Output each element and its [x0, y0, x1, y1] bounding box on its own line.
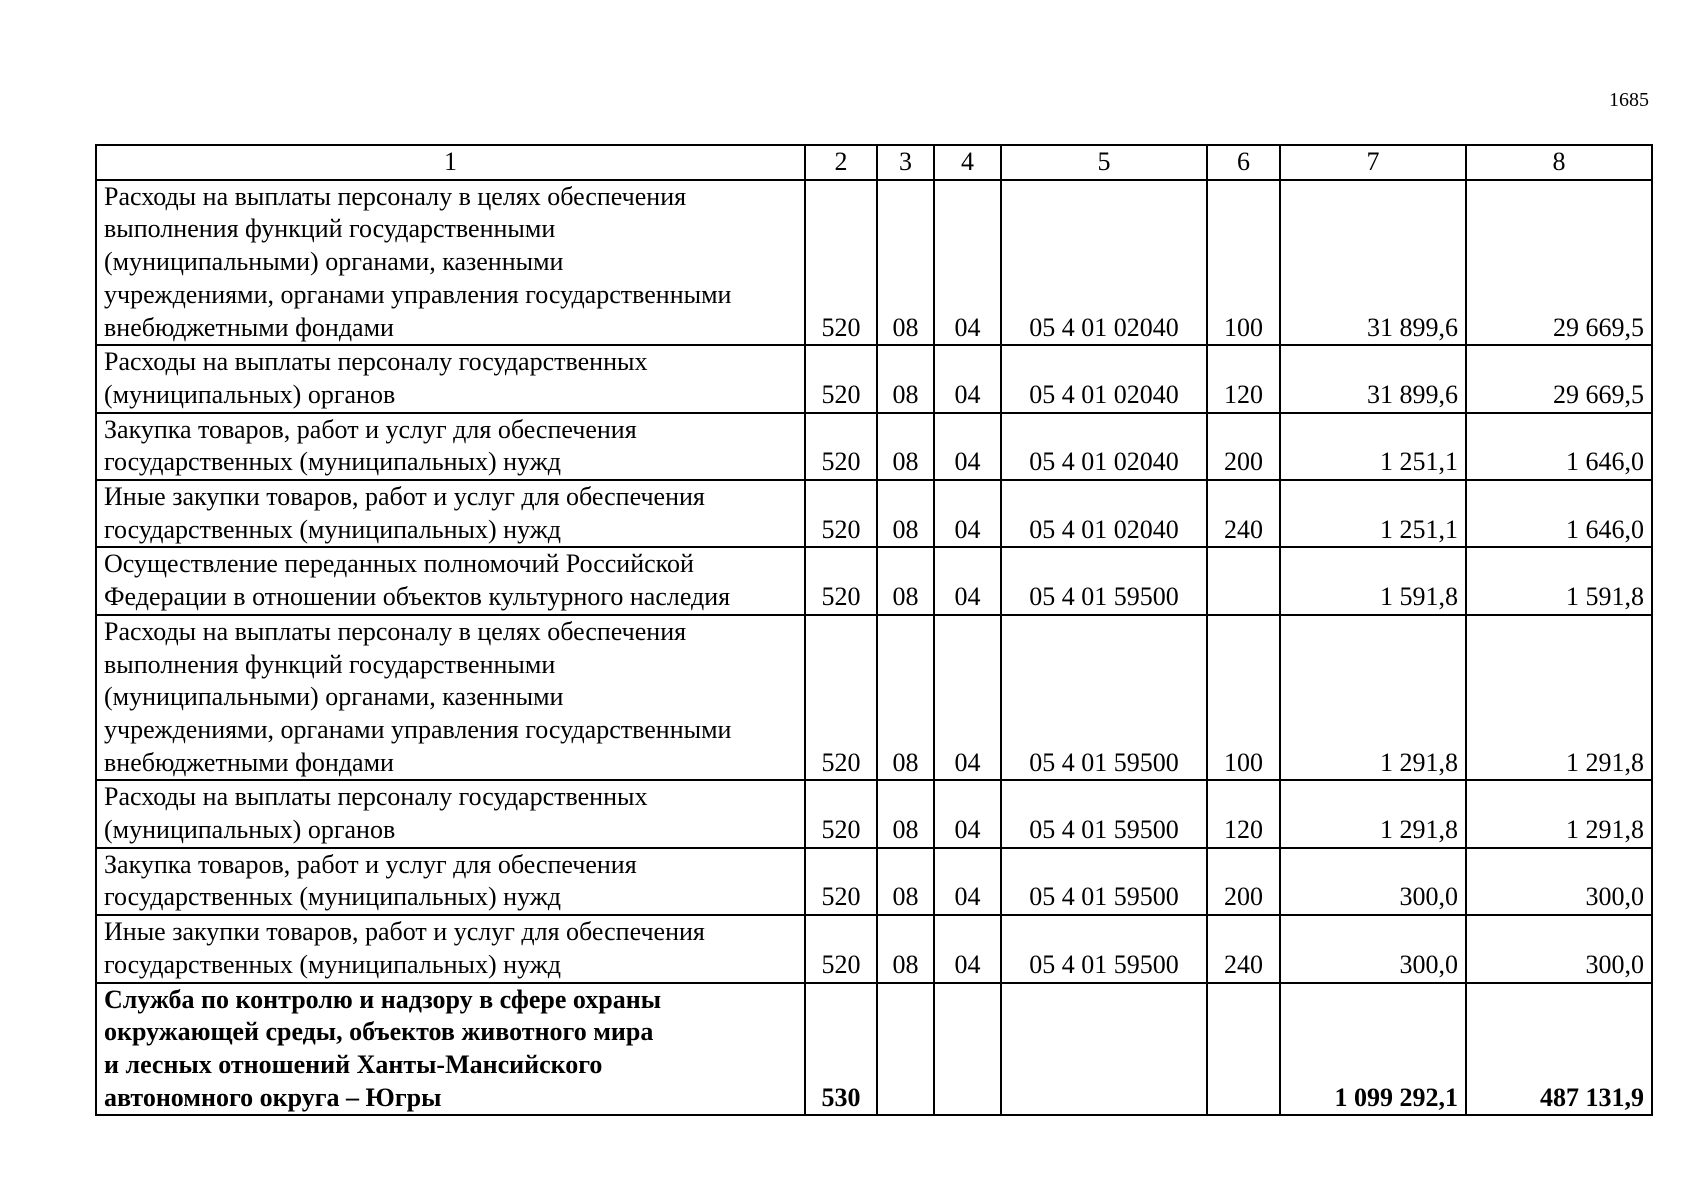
cell-expense-type: 200 [1207, 413, 1280, 480]
cell-expense-type: 240 [1207, 480, 1280, 547]
expense-name-line: Расходы на выплаты персоналу в целях обеспечения [104, 181, 687, 211]
cell-ved: 520 [805, 848, 877, 915]
table-row [96, 547, 1652, 614]
cell-amount-col7: 1 251,1 [1280, 413, 1466, 480]
cell-amount-col7: 300,0 [1280, 915, 1466, 982]
cell-ved: 520 [805, 480, 877, 547]
cell-ved: 520 [805, 915, 877, 982]
cell-amount-col7: 1 291,8 [1280, 780, 1466, 847]
expense-name-line: выполнения функций государственными [104, 214, 556, 244]
cell-amount-col7: 1 591,8 [1280, 547, 1466, 614]
cell-section: 08 [877, 780, 934, 847]
expense-name-line: и лесных отношений Ханты-Мансийского [104, 1049, 603, 1079]
cell-expense-name [96, 915, 805, 982]
cell-ved: 520 [805, 780, 877, 847]
cell-target-article: 05 4 01 02040 [1001, 413, 1207, 480]
expense-name-line: учреждениями, органами управления государственными [104, 714, 732, 744]
expense-name-line: (муниципальными) органами, казенными [104, 247, 564, 277]
table-row [96, 345, 1652, 412]
cell-amount-col8: 300,0 [1466, 915, 1652, 982]
cell-section: 08 [877, 180, 934, 346]
cell-target-article: 05 4 01 59500 [1001, 915, 1207, 982]
expense-name-line: (муниципальных) органов [104, 815, 396, 845]
cell-section: 08 [877, 615, 934, 781]
cell-section: 08 [877, 345, 934, 412]
cell-amount-col7: 31 899,6 [1280, 180, 1466, 346]
table-row [96, 848, 1652, 915]
cell-amount-col8: 1 591,8 [1466, 547, 1652, 614]
cell-expense-type: 120 [1207, 345, 1280, 412]
expense-name-line: окружающей среды, объектов животного мира [104, 1017, 654, 1047]
cell-expense-name [96, 615, 805, 781]
cell-expense-type [1207, 983, 1280, 1116]
expense-name-line: автономного округа – Югры [104, 1082, 442, 1112]
header-cell: 1 [96, 145, 805, 180]
cell-expense-type: 100 [1207, 180, 1280, 346]
cell-ved: 520 [805, 180, 877, 346]
header-cell: 2 [805, 145, 877, 180]
cell-expense-type: 200 [1207, 848, 1280, 915]
table-row [96, 615, 1652, 781]
cell-target-article: 05 4 01 02040 [1001, 180, 1207, 346]
cell-expense-name [96, 180, 805, 346]
expense-name-line: государственных (муниципальных) нужд [104, 882, 561, 912]
cell-expense-name [96, 983, 805, 1116]
cell-target-article [1001, 983, 1207, 1116]
cell-subsection: 04 [934, 780, 1001, 847]
cell-expense-type: 120 [1207, 780, 1280, 847]
table-row [96, 780, 1652, 847]
header-cell: 3 [877, 145, 934, 180]
expense-name-line: государственных (муниципальных) нужд [104, 447, 561, 477]
table-header-row [96, 145, 1652, 180]
cell-target-article: 05 4 01 59500 [1001, 780, 1207, 847]
expense-name-line: Осуществление переданных полномочий Российской [104, 549, 694, 579]
expense-name-line: внебюджетными фондами [104, 312, 394, 342]
header-cell: 4 [934, 145, 1001, 180]
cell-amount-col8: 29 669,5 [1466, 180, 1652, 346]
cell-amount-col7: 1 099 292,1 [1280, 983, 1466, 1116]
cell-expense-type: 240 [1207, 915, 1280, 982]
cell-subsection: 04 [934, 615, 1001, 781]
cell-amount-col8: 1 646,0 [1466, 413, 1652, 480]
expense-name-line: Федерации в отношении объектов культурного наследия [104, 582, 731, 612]
cell-target-article: 05 4 01 59500 [1001, 615, 1207, 781]
cell-amount-col7: 1 251,1 [1280, 480, 1466, 547]
cell-amount-col8: 1 291,8 [1466, 615, 1652, 781]
cell-amount-col7: 300,0 [1280, 848, 1466, 915]
cell-ved: 520 [805, 413, 877, 480]
cell-amount-col8: 1 291,8 [1466, 780, 1652, 847]
cell-section: 08 [877, 915, 934, 982]
cell-subsection: 04 [934, 480, 1001, 547]
expense-name-line: Закупка товаров, работ и услуг для обеспечения [104, 414, 637, 444]
cell-subsection: 04 [934, 345, 1001, 412]
cell-expense-type: 100 [1207, 615, 1280, 781]
cell-amount-col8: 1 646,0 [1466, 480, 1652, 547]
expense-name-line: внебюджетными фондами [104, 747, 394, 777]
cell-expense-name [96, 413, 805, 480]
header-cell: 5 [1001, 145, 1207, 180]
table-row [96, 480, 1652, 547]
expense-name-line: (муниципальных) органов [104, 379, 396, 409]
cell-expense-name [96, 345, 805, 412]
cell-subsection: 04 [934, 915, 1001, 982]
expense-name-line: Расходы на выплаты персоналу государственных [104, 782, 648, 812]
table-row [96, 180, 1652, 346]
cell-amount-col8: 29 669,5 [1466, 345, 1652, 412]
cell-amount-col8: 487 131,9 [1466, 983, 1652, 1116]
cell-section: 08 [877, 480, 934, 547]
table-row [96, 915, 1652, 982]
cell-ved: 530 [805, 983, 877, 1116]
header-cell: 8 [1466, 145, 1652, 180]
cell-expense-name [96, 547, 805, 614]
cell-subsection [934, 983, 1001, 1116]
cell-ved: 520 [805, 615, 877, 781]
cell-ved: 520 [805, 547, 877, 614]
table-row [96, 413, 1652, 480]
expense-name-line: государственных (муниципальных) нужд [104, 949, 561, 979]
expense-name-line: Расходы на выплаты персоналу в целях обеспечения [104, 616, 687, 646]
cell-amount-col8: 300,0 [1466, 848, 1652, 915]
expense-name-line: выполнения функций государственными [104, 649, 556, 679]
expense-name-line: Иные закупки товаров, работ и услуг для обеспечения [104, 917, 705, 947]
table-body [96, 145, 1652, 1115]
header-cell: 6 [1207, 145, 1280, 180]
cell-amount-col7: 31 899,6 [1280, 345, 1466, 412]
expense-name-line: Закупка товаров, работ и услуг для обеспечения [104, 849, 637, 879]
cell-target-article: 05 4 01 02040 [1001, 480, 1207, 547]
cell-expense-name [96, 780, 805, 847]
table-row [96, 983, 1652, 1116]
cell-subsection: 04 [934, 848, 1001, 915]
expense-name-line: Служба по контролю и надзору в сфере охраны [104, 984, 661, 1014]
page-number: 1685 [1609, 89, 1649, 111]
expense-name-line: учреждениями, органами управления государственными [104, 279, 732, 309]
cell-target-article: 05 4 01 02040 [1001, 345, 1207, 412]
expense-name-line: Расходы на выплаты персоналу государственных [104, 347, 648, 377]
cell-section [877, 983, 934, 1116]
cell-expense-name [96, 480, 805, 547]
header-cell: 7 [1280, 145, 1466, 180]
cell-subsection: 04 [934, 547, 1001, 614]
cell-expense-name [96, 848, 805, 915]
cell-expense-type [1207, 547, 1280, 614]
expense-name-line: Иные закупки товаров, работ и услуг для обеспечения [104, 482, 705, 512]
expense-name-line: (муниципальными) органами, казенными [104, 682, 564, 712]
cell-subsection: 04 [934, 413, 1001, 480]
cell-section: 08 [877, 413, 934, 480]
cell-section: 08 [877, 547, 934, 614]
cell-subsection: 04 [934, 180, 1001, 346]
cell-target-article: 05 4 01 59500 [1001, 547, 1207, 614]
cell-target-article: 05 4 01 59500 [1001, 848, 1207, 915]
expense-name-line: государственных (муниципальных) нужд [104, 514, 561, 544]
cell-section: 08 [877, 848, 934, 915]
budget-table [95, 144, 1653, 1116]
cell-amount-col7: 1 291,8 [1280, 615, 1466, 781]
cell-ved: 520 [805, 345, 877, 412]
